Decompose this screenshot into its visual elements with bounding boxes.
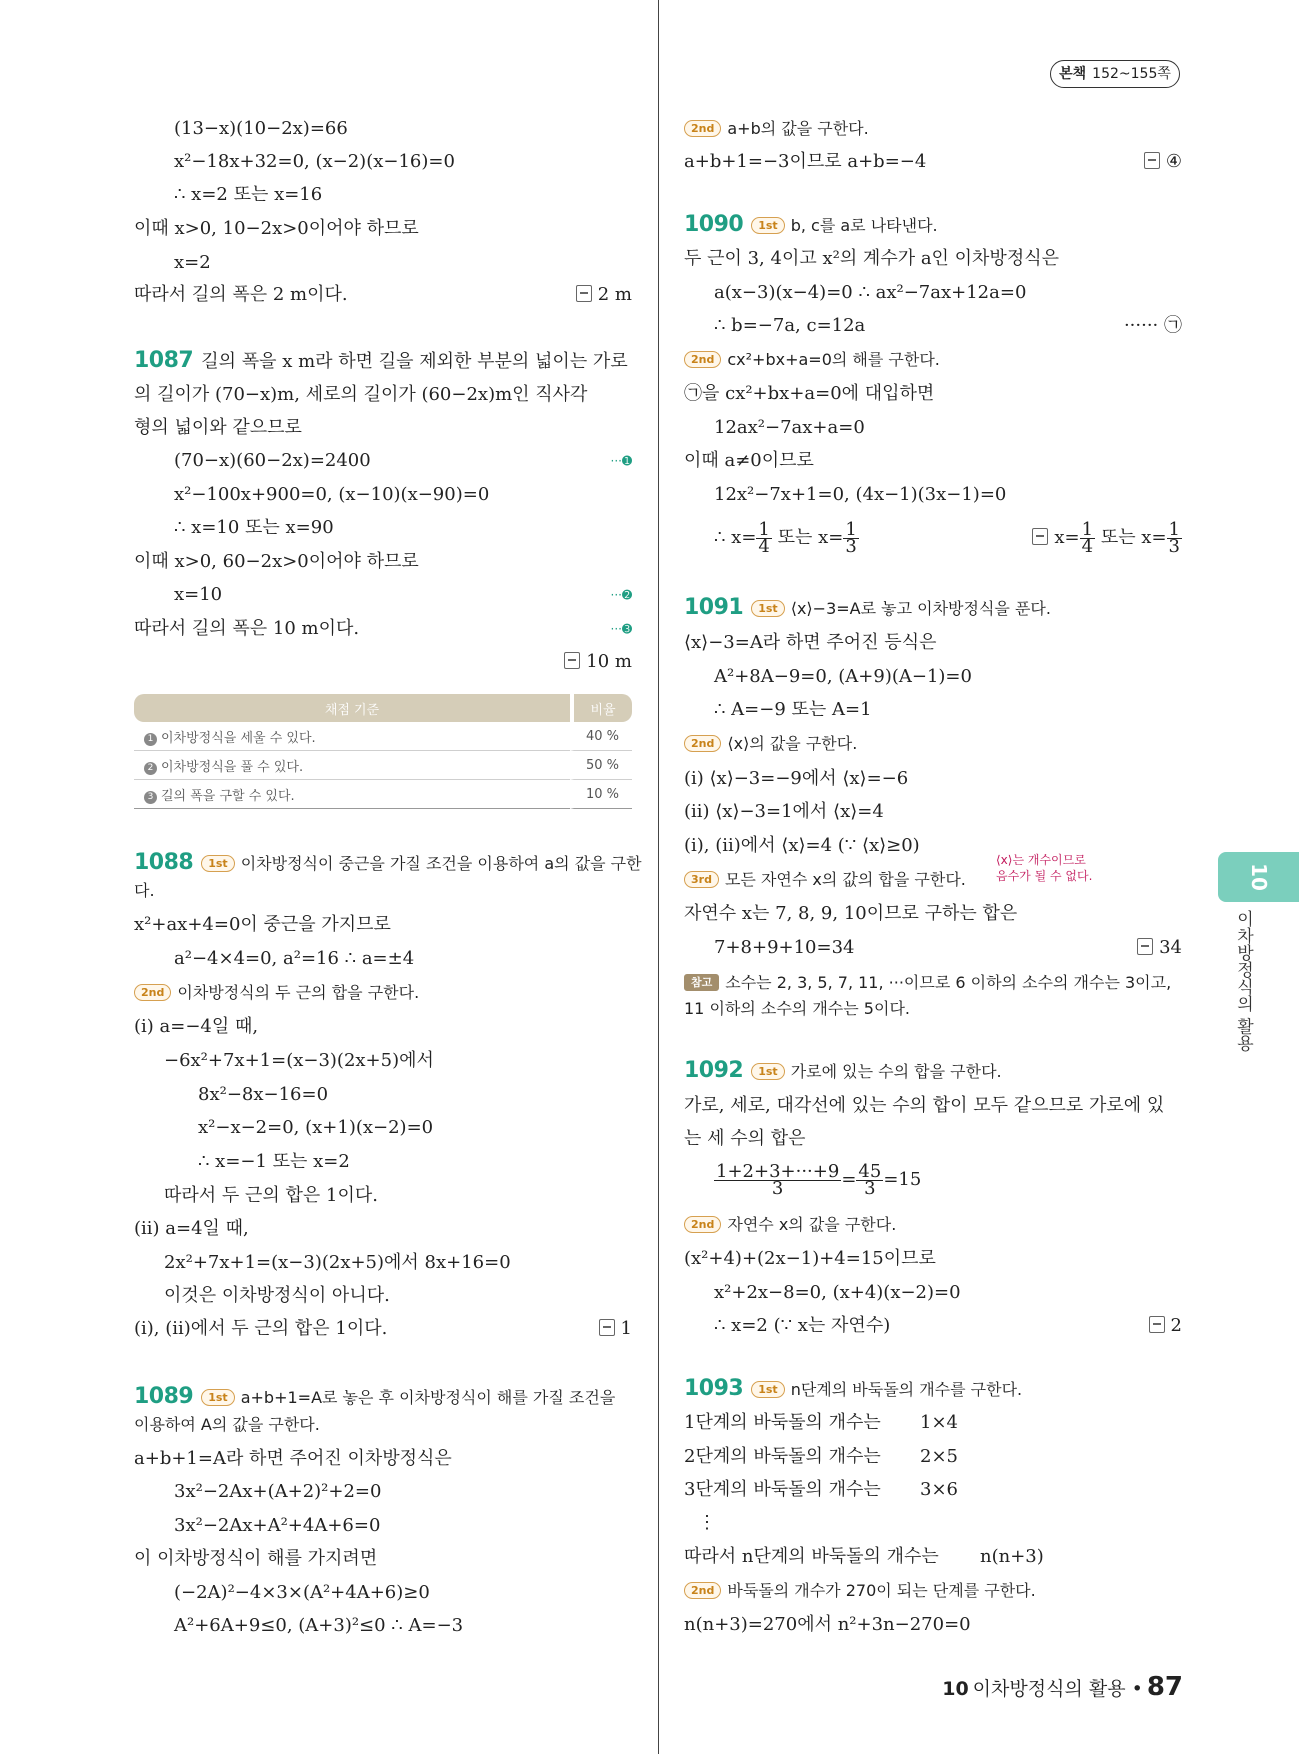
step-head: 2nd 이차방정식의 두 근의 합을 구한다. [134,982,419,1004]
step-head: 2nd 바둑돌의 개수가 270이 되는 단계를 구한다. [684,1580,1036,1602]
table-header: 비율 [570,694,632,722]
sum-equation: $\frac{1+2+3+\cdot\cdot\cdot+9}{3}$ = $\frac{45}{3}$ =15 [716,1160,922,1199]
text-line: 8x²−8x−16=0 [198,1084,329,1105]
text-line: 따라서 길의 폭은 2 m이다. [134,284,348,305]
chapter-side-tab[interactable]: 10 [1218,852,1299,902]
text-line: a(x−3)(x−4)=0 ∴ ax²−7ax+12a=0 [714,282,1027,303]
step-tag: 1st [751,600,784,617]
answer-mark: 10 m [564,651,632,673]
text-line: 이 이차방정식이 해를 가지려면 [134,1548,378,1569]
text-line: 따라서 두 근의 합은 1이다. [164,1185,378,1206]
answer-mark: x= $\frac{1}{4}$ 또는 x= $\frac{1}{3}$ [1032,518,1182,558]
note-line: 참고 소수는 2, 3, 5, 7, 11, ···이므로 6 이하의 소수의 개수는 3이고, [684,972,1171,994]
note-tag: 참고 [684,974,719,991]
text-line: (ii) ⟨x⟩−3=1에서 ⟨x⟩=4 [684,801,884,822]
problem-1088-head: 1088 1st 이차방정식이 중근을 가질 조건을 이용하여 a의 값을 구한 [134,850,642,875]
text-line: (i), (ii)에서 ⟨x⟩=4 (∵ ⟨x⟩≥0) [684,835,920,856]
text-line: 의 길이가 (70−x)m, 세로의 길이가 (60−2x)m인 직사각 [134,384,588,405]
text-line: 3x²−2Ax+A²+4A+6=0 [174,1515,381,1536]
problem-1092-head: 1092 1st 가로에 있는 수의 합을 구한다. [684,1058,1002,1083]
text-line: (70−x)(60−2x)=2400 [174,450,371,471]
text-line: ∴ A=−9 또는 A=1 [714,699,872,720]
table-row: 2 이차방정식을 풀 수 있다. 50 % [134,751,632,780]
text-line: 3×6 [920,1479,958,1500]
text-line: (x²+4)+(2x−1)+4=15이므로 [684,1248,936,1269]
text-line: A²+6A+9≤0, (A+3)²≤0 ∴ A=−3 [174,1615,464,1636]
text-line: n(n+3) [980,1546,1044,1567]
page-range-badge: 본책 152~155쪽 [1050,60,1180,88]
answer-mark: 2 m [576,284,632,306]
problem-1091-head: 1091 1st ⟨x⟩−3=A로 놓고 이차방정식을 푼다. [684,595,1051,620]
text-line: ∴ x=−1 또는 x=2 [198,1151,350,1172]
problem-1090-head: 1090 1st b, c를 a로 나타낸다. [684,212,938,237]
answer-icon [564,652,580,669]
text-line: x=2 [174,252,211,273]
text-line: 2단계의 바둑돌의 개수는 [684,1446,881,1467]
answer-icon [1137,938,1153,955]
text-line: x²−100x+900=0, (x−10)(x−90)=0 [174,484,490,505]
table-header: 채점 기준 [134,694,570,722]
step-tag: 1st [751,217,784,234]
answer-mark: 1 [599,1318,632,1340]
answer-icon [599,1319,615,1336]
problem-1093-head: 1093 1st n단계의 바둑돌의 개수를 구한다. [684,1376,1023,1401]
problem-1089-head: 1089 1st a+b+1=A로 놓은 후 이차방정식이 해를 가질 조건을 [134,1384,616,1409]
step-tag: 2nd [684,120,721,137]
fraction: $\frac{1}{4}$ [758,518,770,557]
text-line: ⟨x⟩−3=A라 하면 주어진 등식은 [684,632,937,653]
text-line: 3x²−2Ax+(A+2)²+2=0 [174,1481,382,1502]
text-line: (i), (ii)에서 두 근의 합은 1이다. [134,1318,388,1339]
text-line: x²+2x−8=0, (x+4)(x−2)=0 [714,1282,961,1303]
text-line: ∴ x=2 (∵ x는 자연수) [714,1315,891,1336]
text-line: a²−4×4=0, a²=16 ∴ a=±4 [174,948,415,969]
text-line: 12ax²−7ax+a=0 [714,417,865,438]
answer-mark: 2 [1149,1315,1182,1337]
text-line: 가로, 세로, 대각선에 있는 수의 합이 모두 같으므로 가로에 있 [684,1095,1165,1116]
step-tag: 2nd [684,1582,721,1599]
text-line: x²+ax+4=0이 중근을 가지므로 [134,914,391,935]
table-row: 3 길의 폭을 구할 수 있다. 10 % [134,780,632,809]
answer-mark: ④ [1144,151,1182,173]
text-line: 자연수 x는 7, 8, 9, 10이므로 구하는 합은 [684,903,1018,924]
problem-number: 1091 [684,595,744,620]
text-line: a+b+1=A라 하면 주어진 이차방정식은 [134,1448,452,1469]
text-line: 형의 넓이와 같으므로 [134,417,302,438]
text-line: (i) ⟨x⟩−3=−9에서 ⟨x⟩=−6 [684,768,909,789]
problem-number: 1090 [684,212,744,237]
step-head: 2nd cx²+bx+a=0의 해를 구한다. [684,349,940,371]
step-tag: 1st [751,1381,784,1398]
step-tag: 2nd [684,1216,721,1233]
problem-number: 1087 [134,348,194,373]
answer-icon [1032,528,1048,545]
answer-icon [1149,1316,1165,1333]
note-line: 11 이하의 소수의 개수는 5이다. [684,999,910,1018]
text-line: 2x²+7x+1=(x−3)(2x+5)에서 8x+16=0 [164,1252,511,1273]
step-mark-3: ···➌ [610,622,632,636]
text-line: 따라서 n단계의 바둑돌의 개수는 [684,1546,939,1567]
problem-number: 1089 [134,1384,194,1409]
text-line: A²+8A−9=0, (A+9)(A−1)=0 [714,666,972,687]
text-line: ∴ x=10 또는 x=90 [174,517,334,538]
text-line: 이용하여 A의 값을 구한다. [134,1415,320,1434]
page-footer: 10 이차방정식의 활용 • 87 [942,1672,1183,1702]
text-line: x²−x−2=0, (x+1)(x−2)=0 [198,1117,434,1138]
scoring-table [134,694,632,809]
problem-number: 1093 [684,1376,744,1401]
fraction: $\frac{1}{4}$ [1081,518,1094,557]
text-line: −6x²+7x+1=(x−3)(2x+5)에서 [164,1050,434,1071]
text-line: 는 세 수의 합은 [684,1128,806,1149]
page-number: 87 [1146,1672,1183,1702]
step-head: 2nd a+b의 값을 구한다. [684,118,869,140]
answer-icon [1144,152,1160,169]
fraction: $\frac{45}{3}$ [858,1160,882,1199]
step-tag: 2nd [684,351,721,368]
text-line: ∴ b=−7a, c=12a [714,315,866,336]
step-tag: 1st [201,855,234,872]
text-line: 두 근이 3, 4이고 x²의 계수가 a인 이차방정식은 [684,248,1059,269]
fraction: $\frac{1}{3}$ [1168,518,1180,557]
fraction: $\frac{1+2+3+\cdot\cdot\cdot+9}{3}$ [716,1160,840,1199]
step-head: 2nd ⟨x⟩의 값을 구한다. [684,733,857,755]
text-line: 1×4 [920,1412,958,1433]
step-head: 2nd 자연수 x의 값을 구한다. [684,1214,896,1236]
step-tag: 2nd [684,735,721,752]
text-line: ㉠을 cx²+bx+a=0에 대입하면 [684,383,935,404]
chapter-side-title: 이차방정식의 활용 [1233,910,1253,1052]
step-tag: 3rd [684,871,719,888]
text-line: ∴ x=2 또는 x=16 [174,184,323,205]
problem-number: 1088 [134,850,194,875]
solution-line: ∴ x= $\frac{1}{4}$ 또는 x= $\frac{1}{3}$ [714,518,857,557]
text-line: (−2A)²−4×3×(A²+4A+6)≥0 [174,1582,430,1603]
answer-mark: 34 [1137,937,1182,959]
fraction: $\frac{1}{3}$ [845,518,857,557]
vdots: ⋮ [698,1512,716,1533]
text-line: 이때 a≠0이므로 [684,450,814,471]
step-tag: 1st [751,1063,784,1080]
answer-icon [576,285,592,302]
text-line: 이것은 이차방정식이 아니다. [164,1285,390,1306]
column-divider [658,0,659,1754]
text-line: n(n+3)=270에서 n²+3n−270=0 [684,1614,971,1635]
text-line: a+b+1=−3이므로 a+b=−4 [684,151,927,172]
text-line: 2×5 [920,1446,958,1467]
margin-note: ⟨x⟩는 개수이므로 음수가 될 수 없다. [996,853,1093,883]
step-head: 3rd 모든 자연수 x의 값의 합을 구한다. [684,869,966,891]
text-line: 다. [134,881,155,900]
text-line: 7+8+9+10=34 [714,937,855,958]
text-line: 이때 x>0, 10−2x>0이어야 하므로 [134,218,419,239]
step-mark-1: ···➊ [610,454,632,468]
text-line: 12x²−7x+1=0, (4x−1)(3x−1)=0 [714,484,1007,505]
step-tag: 2nd [134,984,171,1001]
text-line: (ii) a=4일 때, [134,1218,249,1239]
table-row: 1 이차방정식을 세울 수 있다. 40 % [134,722,632,751]
problem-1087-head: 1087 길의 폭을 x m라 하면 길을 제외한 부분의 넓이는 가로 [134,348,628,373]
text-line: (i) a=−4일 때, [134,1016,259,1037]
text-line: 3단계의 바둑돌의 개수는 [684,1479,881,1500]
problem-number: 1092 [684,1058,744,1083]
text-line: x²−18x+32=0, (x−2)(x−16)=0 [174,151,455,172]
text-line: (13−x)(10−2x)=66 [174,118,348,139]
text-line: 이때 x>0, 60−2x>0이어야 하므로 [134,551,419,572]
step-mark-2: ···➋ [610,588,632,602]
text-line: 따라서 길의 폭은 10 m이다. [134,618,360,639]
text-line: x=10 [174,584,223,605]
equation-mark: ······ ㉠ [1123,315,1182,336]
step-tag: 1st [201,1389,234,1406]
text-line: 1단계의 바둑돌의 개수는 [684,1412,881,1433]
